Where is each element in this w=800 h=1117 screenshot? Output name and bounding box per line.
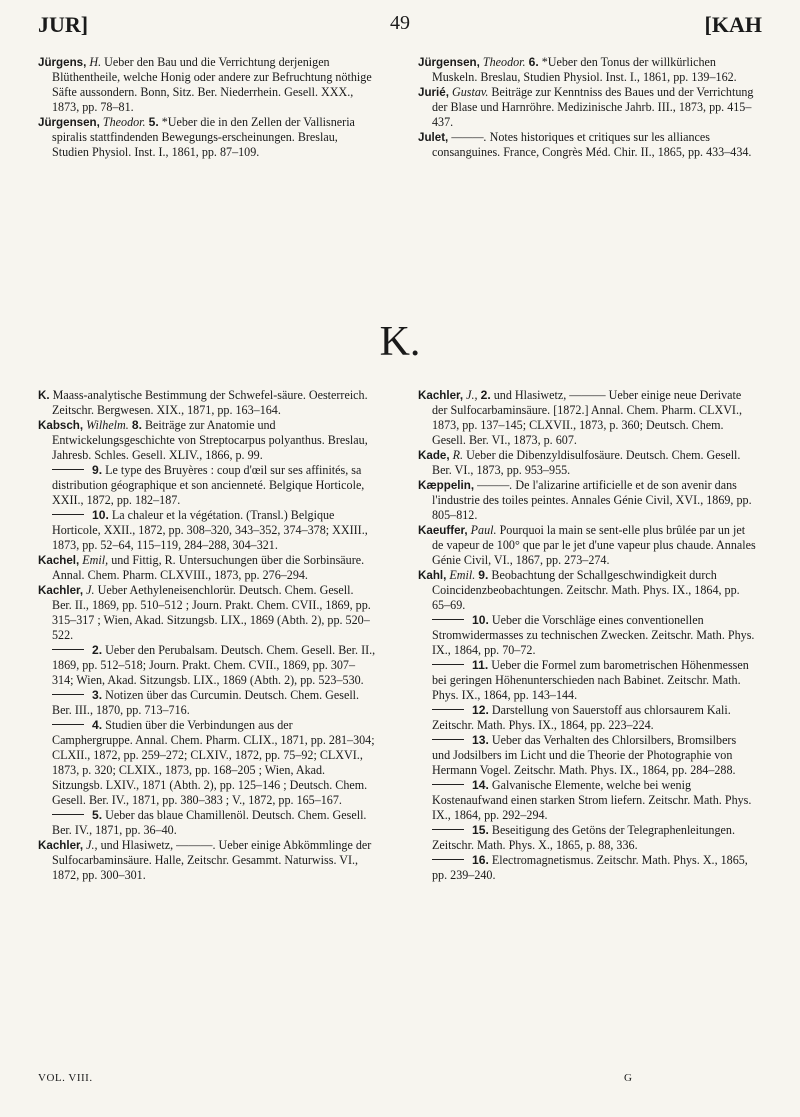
signature-mark: G [624,1072,632,1084]
author-surname: Jurié, [418,86,449,99]
entry-citation: Le type des Bruyères : coup d'œil sur ses affinités, sa distribution géographique et son ancienneté. Belgique Horticole, XXII., 1872, pp. 182–187. [52,463,365,507]
author-surname: Jürgensen, [38,116,100,129]
column-bottom-left [38,388,376,883]
entry-citation: und Hlasiwetz, ———. Ueber einige Abkömmlinge der Sulfocarbaminsäure. Halle, Zeitschr. Gesammt. Naturwiss. VI., 1872, pp. 300–301. [52,838,372,882]
volume-label: VOL. VIII. [38,1072,93,1084]
entry-citation: De l'alizarine artificielle et de son avenir dans l'industrie des toiles peintes. Annales Génie Civil, XVI., 1869, pp. 805–812. [432,478,752,522]
bibliography-entry [38,463,376,508]
repeat-author-dash [52,649,84,650]
entry-citation: Notizen über das Curcumin. Deutsch. Chem. Gesell. Ber. III., 1870, pp. 713–716. [52,688,360,717]
repeat-author-dash [52,694,84,695]
entry-citation: und Fittig, R. Untersuchungen über die Sorbinsäure. Annal. Chem. Pharm. CLXVIII., 1873, pp. 276–294. [52,553,365,582]
entry-number: 9. [478,568,489,582]
repeat-author-dash [432,859,464,860]
repeat-author-dash [432,739,464,740]
entry-number: 10. [472,613,489,627]
page-header [38,12,762,42]
author-surname: Kade, [418,449,450,462]
section-letter: K. [379,319,421,365]
bibliography-entry [38,688,376,718]
author-forename: Wilhelm. [86,418,129,432]
bibliography-entry [418,130,756,160]
entry-citation: Pourquoi la main se sent-elle plus brûlée par un jet de vapeur de 100° que par le jet d'une vapeur plus chaude. Annales Génie Civil, VI., 1867, pp. 273–274. [432,523,756,567]
entry-citation: La chaleur et la végétation. (Transl.) Belgique Horticole, XXII., 1872, pp. 308–320, 343–352, 374–378; XXIII., 1873, pp. 52–64, 115–119, 284–288, 304–321. [52,508,368,552]
repeat-author-dash [432,619,464,620]
author-forename: Emil. [449,568,476,582]
bibliography-entry [418,733,756,778]
author-surname: Jürgens, [38,56,87,69]
bibliography-entry [418,703,756,733]
bibliography-entry [38,643,376,688]
author-forename: R. [452,448,464,462]
repeat-author-dash [432,664,464,665]
entry-citation: Galvanische Elemente, welche bei wenig Kostenaufwand einen starken Strom liefern. Zeitschr. Math. Phys. IX., 1864, pp. 292–294. [432,778,752,822]
author-forename: J., [466,388,478,402]
entry-number: 8. [131,418,142,432]
author-surname: Kaeuffer, [418,524,468,537]
column-bottom-right [418,388,756,883]
entry-number: 2. [92,643,103,657]
entry-citation: Ueber das blaue Chamillenöl. Deutsch. Chem. Gesell. Ber. IV., 1871, pp. 36–40. [52,808,367,837]
entry-citation: Ueber den Perubalsam. Deutsch. Chem. Gesell. Ber. II., 1869, pp. 512–518; Journ. Prakt. Chem. CVII., 1869, pp. 307–314; Wien, Akad. Sitzungsb. LIX., 1869 (Abth. 2), pp. 523–530. [52,643,376,687]
header-range-start: JUR] [38,12,89,37]
entry-number: 9. [92,463,103,477]
author-forename: Theodor. [482,55,526,69]
bibliography-entry [418,823,756,853]
repeat-author-dash [432,709,464,710]
author-forename: Paul. [470,523,497,537]
entry-citation: Ueber das Verhalten des Chlorsilbers, Bromsilbers und Jodsilbers im Licht und die Theorie der Photographie von Hermann Vogel. Zeitschr. Math. Phys. IX., 1864, pp. 284–288. [432,733,737,777]
author-forename: ———. [477,478,513,492]
author-forename: ———. [451,130,487,144]
bibliography-entry [418,568,756,613]
author-surname: Kachler, [418,389,464,402]
author-surname: Kabsch, [38,419,84,432]
author-surname: Kachel, [38,554,80,567]
entry-number: 14. [472,778,489,792]
bibliography-entry [38,388,376,418]
entry-number: 5. [92,808,103,822]
bibliography-entry [38,55,376,115]
author-forename: H. [89,55,102,69]
author-surname: Kæppelin, [418,479,475,492]
author-forename: Gustav. [451,85,489,99]
entry-number: 15. [472,823,489,837]
repeat-author-dash [432,784,464,785]
entry-citation: Beiträge zur Kenntniss des Baues und der Verrichtung der Blase und Harnröhre. Medizinische Jahrb. III., 1873, pp. 415–437. [432,85,754,129]
bibliography-entry [38,838,376,883]
entry-number: 6. [528,55,539,69]
entry-citation: Darstellung von Sauerstoff aus chlorsaurem Kali. Zeitschr. Math. Phys. IX., 1864, pp. 223–224. [432,703,731,732]
bibliography-entry [418,523,756,568]
author-surname: Julet, [418,131,449,144]
author-surname: Jürgensen, [418,56,480,69]
entry-citation: Ueber den Bau und die Verrichtung derjenigen Blüthentheile, welche Honig oder andere zur Befruchtung nöthige Säfte aussondern. Bonn, Sitz. Ber. Niederrhein. Gesell. XXX., 1873, pp. 78–81. [52,55,372,114]
entry-citation: Notes historiques et critiques sur les alliances consanguines. France, Congrès Méd. Chir. II., 1865, pp. 433–434. [432,130,752,159]
entry-number: 10. [92,508,109,522]
bibliography-entry [38,718,376,808]
entry-citation: Ueber die Vorschläge eines conventionellen Stromwidermasses zu technischen Zwecken. Zeitschr. Math. Phys. IX., 1864, pp. 70–72. [432,613,755,657]
entry-citation: Beseitigung des Getöns der Telegraphenleitungen. Zeitschr. Math. Phys. X., 1865, p. 88, 336. [432,823,735,852]
repeat-author-dash [52,724,84,725]
bibliography-entry [418,478,756,523]
entry-citation: und Hlasiwetz, ——— Ueber einige neue Derivate der Sulfocarbaminsäure. [1872.] Annal. Chem. Pharm. CLXVI., 1873, pp. 137–145; CLXVII., 1873, p. 360; Deutsch. Chem. Gesell. Ber. VI., 1873, p. 607. [432,388,743,447]
author-surname: Kahl, [418,569,447,582]
bibliography-entry [418,778,756,823]
bibliography-entry [418,55,756,85]
author-forename: J. [86,583,95,597]
bibliography-entry [418,388,756,448]
repeat-author-dash [432,829,464,830]
entry-citation: Electromagnetismus. Zeitschr. Math. Phys. X., 1865, pp. 239–240. [432,853,748,882]
entry-number: 4. [92,718,103,732]
bibliography-entry [418,853,756,883]
column-top-right [418,55,756,160]
author-forename: Theodor. [102,115,146,129]
entry-number: 11. [472,658,489,672]
page-number: 49 [390,12,410,34]
repeat-author-dash [52,814,84,815]
entry-citation: Beobachtung der Schallgeschwindigkeit durch Coincidenzbeobachtungen. Zeitschr. Math. Phys. IX., 1864, pp. 65–69. [432,568,740,612]
author-surname: K. [38,389,50,402]
entry-citation: *Ueber die in den Zellen der Vallisneria spiralis stattfindenden Bewegungs-erscheinungen. Breslau, Studien Physiol. Inst. I., 1861, pp. 87–109. [52,115,355,159]
entry-citation: Ueber Aethyleneisenchlorür. Deutsch. Chem. Gesell. Ber. II., 1869, pp. 510–512 ; Journ. Prakt. Chem. CVII., 1869, pp. 315–317 ; Wien, Akad. Sitzungsb. LIX., 1869 (Abth. 2), pp. 520–522. [52,583,371,642]
entry-citation: *Ueber den Tonus der willkürlichen Muskeln. Breslau, Studien Physiol. Inst. I., 1861, pp. 139–162. [432,55,737,84]
entry-citation: Ueber die Dibenzyldisulfosäure. Deutsch. Chem. Gesell. Ber. VI., 1873, pp. 953–955. [432,448,741,477]
author-surname: Kachler, [38,584,84,597]
bibliography-entry [418,85,756,130]
entry-citation: Beiträge zur Anatomie und Entwickelungsgeschichte von Streptocarpus polyanthus. Breslau, Jahresb. Schles. Gesell. XLIV., 1866, p. 99. [52,418,368,462]
author-forename: J., [86,838,98,852]
bibliography-entry [38,418,376,463]
bibliography-entry [418,448,756,478]
bibliography-entry [38,115,376,160]
entry-number: 16. [472,853,489,867]
bibliography-entry [38,508,376,553]
bibliography-entry [418,613,756,658]
entry-number: 3. [92,688,103,702]
entry-citation: Ueber die Formel zum barometrischen Höhenmessen bei geringen Höhenunterschieden nach Babinet. Zeitschr. Math. Phys. IX., 1864, pp. 143–144. [432,658,749,702]
header-range-end: [KAH [704,12,762,37]
column-top-left [38,55,376,160]
bibliography-entry [38,808,376,838]
entry-citation: Maass-analytische Bestimmung der Schwefel-säure. Oesterreich. Zeitschr. Bergwesen. XIX., 1871, pp. 163–164. [52,388,368,417]
bibliography-entry [38,583,376,643]
bibliography-entry [418,658,756,703]
entry-number: 2. [480,388,491,402]
author-forename: Emil, [82,553,109,567]
bibliography-entry [38,553,376,583]
repeat-author-dash [52,469,84,470]
author-surname: Kachler, [38,839,84,852]
repeat-author-dash [52,514,84,515]
entry-number: 12. [472,703,489,717]
entry-number: 13. [472,733,489,747]
entry-number: 5. [148,115,159,129]
entry-citation: Studien über die Verbindungen aus der Camphergruppe. Annal. Chem. Pharm. CLIX., 1871, pp. 281–304; CLXII., 1872, pp. 259–272; CLXIV., 1872, pp. 75–92; CLXVI., 1873, p. 320; CLXIX., 1873, pp. 168–205 ; Wien, Akad. Sitzungsb. LXIV., 1871 (Abth. 2), pp. 125–146 ; Deutsch. Chem. Gesell. Ber. IV., 1871, pp. 380–383 ; V., 1872, pp. 165–167. [52,718,375,807]
